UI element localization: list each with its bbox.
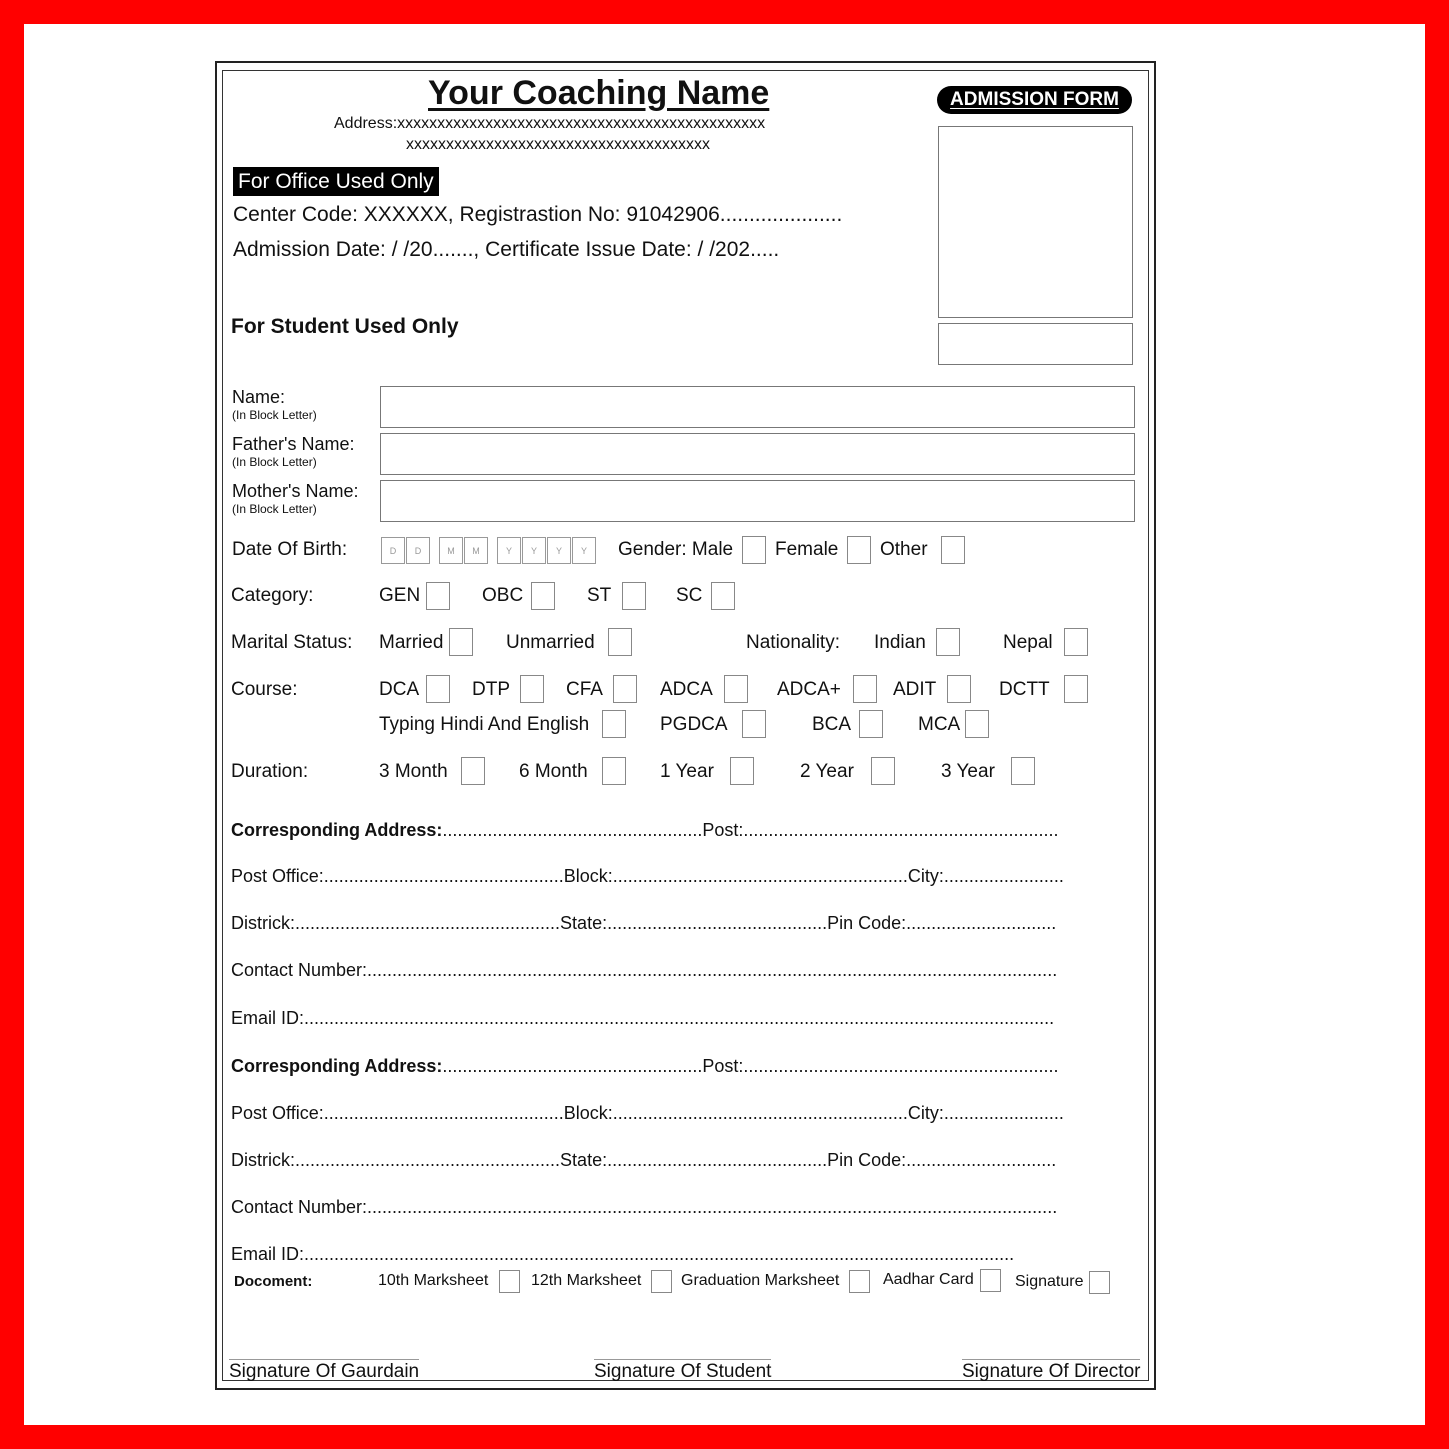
mother-name-input[interactable] (380, 480, 1135, 522)
name-input[interactable] (380, 386, 1135, 428)
gender-other-label: Other (880, 539, 928, 560)
course-adit-checkbox[interactable] (947, 675, 971, 703)
course-bca-label: BCA (812, 714, 852, 735)
mother-block-letter-hint: (In Block Letter) (232, 502, 317, 516)
category-st-label: ST (587, 585, 612, 606)
course-dctt-checkbox[interactable] (1064, 675, 1088, 703)
gender-female-checkbox[interactable] (847, 536, 871, 564)
name-label: Name: (232, 387, 286, 407)
director-signature-label: Signature Of Director (962, 1361, 1141, 1382)
nationality-nepal-checkbox[interactable] (1064, 628, 1088, 656)
dob-year-2[interactable]: Y (522, 537, 546, 564)
corresponding-address-dots-2: ....................................................Post:............................................................... (442, 1056, 1059, 1076)
district-line-1[interactable]: Districk:.....................................................State:............................................Pin Code:.............................. (231, 913, 1057, 933)
father-block-letter-hint: (In Block Letter) (232, 455, 317, 469)
district-line-2[interactable]: Districk:.....................................................State:............................................Pin Code:.............................. (231, 1150, 1057, 1170)
course-dctt-label: DCTT (999, 679, 1050, 700)
address-line-1: Address:xxxxxxxxxxxxxxxxxxxxxxxxxxxxxxxxxxxxxxxxxxxxxx (334, 115, 766, 132)
course-bca-checkbox[interactable] (859, 710, 883, 738)
duration-6-month-label: 6 Month (519, 761, 588, 782)
course-dca-checkbox[interactable] (426, 675, 450, 703)
father-name-label-group (232, 433, 354, 469)
course-pgdca-checkbox[interactable] (742, 710, 766, 738)
course-typing-checkbox[interactable] (602, 710, 626, 738)
dob-month-1[interactable]: M (439, 537, 463, 564)
corresponding-address-line-2[interactable] (231, 1056, 1059, 1077)
course-cfa-checkbox[interactable] (613, 675, 637, 703)
doc-aadhar-checkbox[interactable] (980, 1269, 1001, 1292)
admission-form-badge: ADMISSION FORM (937, 86, 1132, 114)
gender-female-label: Female (775, 539, 839, 560)
name-block-letter-hint: (In Block Letter) (232, 408, 317, 422)
duration-1-year-label: 1 Year (660, 761, 714, 782)
category-obc-checkbox[interactable] (531, 582, 555, 610)
dob-month-2[interactable]: M (464, 537, 488, 564)
nationality-indian-checkbox[interactable] (936, 628, 960, 656)
contact-number-line-2[interactable]: Contact Number:.......................................................................................................................................... (231, 1197, 1058, 1217)
duration-2-year-label: 2 Year (800, 761, 854, 782)
course-adca-label: ADCA (660, 679, 713, 700)
course-dtp-label: DTP (472, 679, 510, 700)
gender-male-checkbox[interactable] (742, 536, 766, 564)
dob-year-4[interactable]: Y (572, 537, 596, 564)
marital-status-label: Marital Status: (231, 632, 353, 653)
course-cfa-label: CFA (566, 679, 603, 700)
dob-day-2[interactable]: D (406, 537, 430, 564)
corresponding-address-label-2: Corresponding Address: (231, 1056, 443, 1076)
duration-1-year-checkbox[interactable] (730, 757, 754, 785)
dob-label: Date Of Birth: (232, 539, 348, 560)
dob-day-1[interactable]: D (381, 537, 405, 564)
corresponding-address-label-1: Corresponding Address: (231, 820, 443, 840)
photo-box[interactable] (938, 126, 1133, 318)
contact-number-line-1[interactable]: Contact Number:.......................................................................................................................................... (231, 960, 1058, 980)
nationality-nepal-label: Nepal (1003, 632, 1053, 653)
category-obc-label: OBC (482, 585, 524, 606)
course-adca-checkbox[interactable] (724, 675, 748, 703)
admission-dates-line: Admission Date: / /20......., Certificate Issue Date: / /202..... (233, 238, 780, 261)
duration-3-month-checkbox[interactable] (461, 757, 485, 785)
dob-year-1[interactable]: Y (497, 537, 521, 564)
doc-graduation-label: Graduation Marksheet (681, 1272, 840, 1289)
dob-year-3[interactable]: Y (547, 537, 571, 564)
course-mca-label: MCA (918, 714, 961, 735)
doc-graduation-checkbox[interactable] (849, 1270, 870, 1293)
corresponding-address-line-1[interactable] (231, 820, 1059, 841)
doc-signature-label: Signature (1015, 1273, 1084, 1290)
doc-aadhar-label: Aadhar Card (883, 1271, 974, 1288)
mother-name-label: Mother's Name: (232, 481, 359, 501)
address-line-2: xxxxxxxxxxxxxxxxxxxxxxxxxxxxxxxxxxxxxx (406, 136, 710, 153)
duration-3-year-label: 3 Year (941, 761, 995, 782)
course-dtp-checkbox[interactable] (520, 675, 544, 703)
name-label-group (232, 386, 317, 422)
category-st-checkbox[interactable] (622, 582, 646, 610)
student-use-label: For Student Used Only (231, 315, 459, 338)
course-adca-plus-label: ADCA+ (777, 679, 841, 700)
doc-10th-checkbox[interactable] (499, 1270, 520, 1293)
married-label: Married (379, 632, 444, 653)
post-office-line-2[interactable]: Post Office:................................................Block:...........................................................City:........................ (231, 1103, 1064, 1123)
nationality-indian-label: Indian (874, 632, 926, 653)
father-name-input[interactable] (380, 433, 1135, 475)
married-checkbox[interactable] (449, 628, 473, 656)
duration-6-month-checkbox[interactable] (602, 757, 626, 785)
email-line-2[interactable]: Email ID:.............................................................................................................................................. (231, 1244, 1015, 1264)
center-code-line: Center Code: XXXXXX, Registrastion No: 91042906..................... (233, 203, 843, 226)
guardian-signature-label: Signature Of Gaurdain (229, 1361, 420, 1382)
corresponding-address-dots-1: ....................................................Post:............................................................... (442, 820, 1059, 840)
course-label: Course: (231, 679, 298, 700)
doc-signature-checkbox[interactable] (1089, 1271, 1110, 1294)
category-sc-label: SC (676, 585, 703, 606)
post-office-line-1[interactable]: Post Office:................................................Block:...........................................................City:........................ (231, 866, 1064, 886)
duration-3-month-label: 3 Month (379, 761, 448, 782)
gender-other-checkbox[interactable] (941, 536, 965, 564)
gender-male-label: Gender: Male (618, 539, 734, 560)
course-adit-label: ADIT (893, 679, 937, 700)
mother-name-label-group (232, 480, 358, 516)
doc-12th-label: 12th Marksheet (531, 1272, 642, 1289)
course-mca-checkbox[interactable] (965, 710, 989, 738)
father-name-label: Father's Name: (232, 434, 355, 454)
category-sc-checkbox[interactable] (711, 582, 735, 610)
category-gen-label: GEN (379, 585, 421, 606)
email-line-1[interactable]: Email ID:...................................................................................................................................................... (231, 1008, 1055, 1028)
course-dca-label: DCA (379, 679, 420, 700)
documents-label: Docoment: (234, 1273, 313, 1290)
doc-10th-label: 10th Marksheet (378, 1272, 489, 1289)
course-adca-plus-checkbox[interactable] (853, 675, 877, 703)
duration-2-year-checkbox[interactable] (871, 757, 895, 785)
course-typing-label: Typing Hindi And English (379, 714, 590, 735)
student-signature-label: Signature Of Student (594, 1361, 772, 1382)
course-pgdca-label: PGDCA (660, 714, 728, 735)
unmarried-checkbox[interactable] (608, 628, 632, 656)
duration-3-year-checkbox[interactable] (1011, 757, 1035, 785)
category-gen-checkbox[interactable] (426, 582, 450, 610)
photo-signature-box[interactable] (938, 323, 1133, 365)
unmarried-label: Unmarried (506, 632, 595, 653)
coaching-name-title: Your Coaching Name (428, 74, 770, 112)
doc-12th-checkbox[interactable] (651, 1270, 672, 1293)
nationality-label: Nationality: (746, 632, 840, 653)
office-use-label: For Office Used Only (233, 167, 439, 196)
category-label: Category: (231, 585, 314, 606)
duration-label: Duration: (231, 761, 309, 782)
